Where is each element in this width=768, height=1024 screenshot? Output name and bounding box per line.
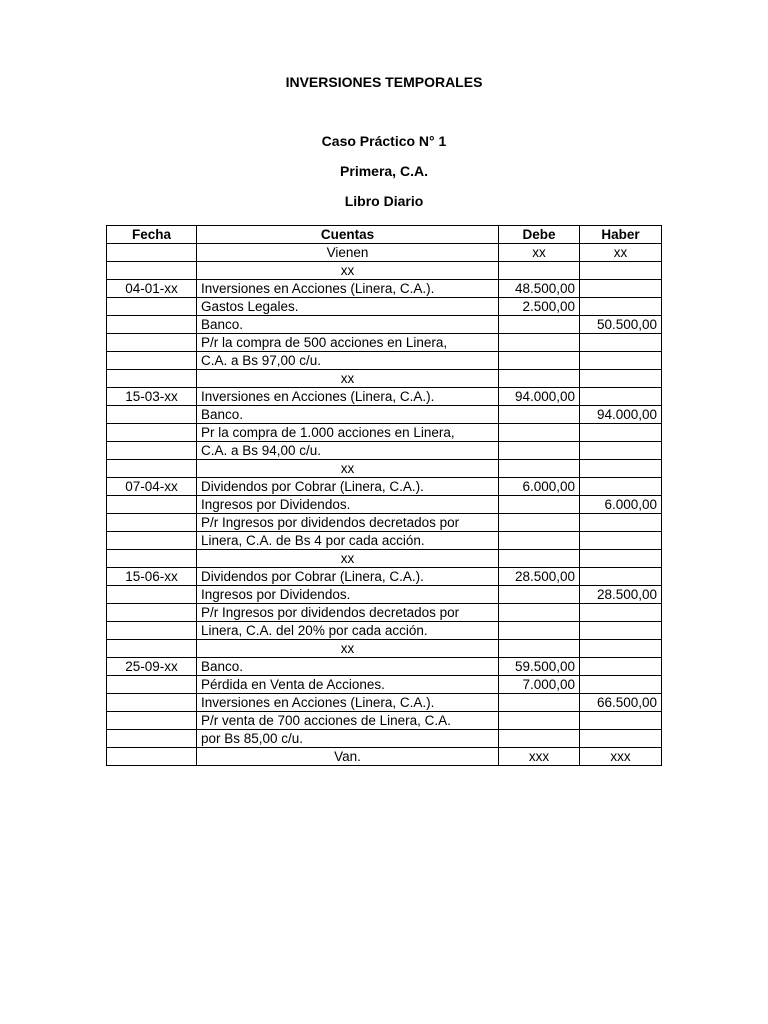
cell-fecha xyxy=(107,514,197,532)
journal-body xyxy=(107,244,662,766)
cell-debe xyxy=(499,496,580,514)
cell-haber xyxy=(580,388,662,406)
cell-haber xyxy=(580,730,662,748)
cell-cuenta: Banco. xyxy=(197,406,499,424)
cell-cuenta: Pr la compra de 1.000 acciones en Linera, xyxy=(197,424,499,442)
cell-cuenta: Linera, C.A. de Bs 4 por cada acción. xyxy=(197,532,499,550)
table-row xyxy=(107,424,662,442)
cell-cuenta: P/r Ingresos por dividendos decretados por xyxy=(197,514,499,532)
cell-fecha xyxy=(107,460,197,478)
cell-haber: 28.500,00 xyxy=(580,586,662,604)
table-row xyxy=(107,316,662,334)
table-row xyxy=(107,712,662,730)
cell-debe xyxy=(499,586,580,604)
cell-fecha xyxy=(107,262,197,280)
cell-haber: 94.000,00 xyxy=(580,406,662,424)
table-row xyxy=(107,640,662,658)
cell-debe xyxy=(499,406,580,424)
cell-haber: xx xyxy=(580,244,662,262)
table-row xyxy=(107,550,662,568)
cell-haber xyxy=(580,550,662,568)
cell-fecha xyxy=(107,676,197,694)
cell-haber xyxy=(580,442,662,460)
table-row xyxy=(107,514,662,532)
case-heading: Caso Práctico N° 1 xyxy=(321,133,447,149)
cell-haber xyxy=(580,514,662,532)
cell-debe xyxy=(499,694,580,712)
cell-debe: 6.000,00 xyxy=(499,478,580,496)
cell-debe xyxy=(499,532,580,550)
table-header-row xyxy=(107,226,662,244)
cell-fecha xyxy=(107,442,197,460)
cell-debe: xx xyxy=(499,244,580,262)
cell-debe: xxx xyxy=(499,748,580,766)
cell-cuenta: Pérdida en Venta de Acciones. xyxy=(197,676,499,694)
header-debe: Debe xyxy=(499,226,580,244)
cell-cuenta: C.A. a Bs 94,00 c/u. xyxy=(197,442,499,460)
cell-fecha xyxy=(107,712,197,730)
table-row xyxy=(107,334,662,352)
cell-cuenta: Linera, C.A. del 20% por cada acción. xyxy=(197,622,499,640)
cell-cuenta: Inversiones en Acciones (Linera, C.A.). xyxy=(197,280,499,298)
cell-haber xyxy=(580,262,662,280)
cell-fecha xyxy=(107,640,197,658)
cell-haber xyxy=(580,604,662,622)
cell-fecha xyxy=(107,586,197,604)
cell-cuenta: P/r Ingresos por dividendos decretados por xyxy=(197,604,499,622)
header-cuentas: Cuentas xyxy=(197,226,499,244)
cell-debe: 2.500,00 xyxy=(499,298,580,316)
cell-fecha: 15-03-xx xyxy=(107,388,197,406)
cell-debe: 7.000,00 xyxy=(499,676,580,694)
table-row xyxy=(107,604,662,622)
cell-debe xyxy=(499,262,580,280)
cell-haber: 50.500,00 xyxy=(580,316,662,334)
table-row xyxy=(107,622,662,640)
header-fecha: Fecha xyxy=(107,226,197,244)
cell-fecha xyxy=(107,244,197,262)
cell-debe: 59.500,00 xyxy=(499,658,580,676)
cell-fecha xyxy=(107,424,197,442)
journal-table xyxy=(106,225,662,766)
cell-haber xyxy=(580,370,662,388)
cell-fecha xyxy=(107,748,197,766)
table-row xyxy=(107,460,662,478)
cell-debe xyxy=(499,622,580,640)
cell-cuenta: Banco. xyxy=(197,658,499,676)
cell-fecha xyxy=(107,406,197,424)
table-row xyxy=(107,370,662,388)
cell-haber xyxy=(580,640,662,658)
cell-debe xyxy=(499,352,580,370)
cell-haber xyxy=(580,298,662,316)
cell-fecha xyxy=(107,694,197,712)
table-row xyxy=(107,532,662,550)
cell-haber xyxy=(580,568,662,586)
cell-cuenta: Banco. xyxy=(197,316,499,334)
cell-haber: 6.000,00 xyxy=(580,496,662,514)
cell-cuenta: Dividendos por Cobrar (Linera, C.A.). xyxy=(197,478,499,496)
cell-debe xyxy=(499,316,580,334)
cell-fecha xyxy=(107,352,197,370)
table-row xyxy=(107,388,662,406)
cell-cuenta: Vienen xyxy=(197,244,499,262)
cell-cuenta: xx xyxy=(197,640,499,658)
document-title: INVERSIONES TEMPORALES xyxy=(285,74,483,90)
cell-fecha xyxy=(107,622,197,640)
header-haber: Haber xyxy=(580,226,662,244)
table-row xyxy=(107,442,662,460)
table-row xyxy=(107,694,662,712)
cell-cuenta: P/r la compra de 500 acciones en Linera, xyxy=(197,334,499,352)
table-row xyxy=(107,586,662,604)
cell-cuenta: por Bs 85,00 c/u. xyxy=(197,730,499,748)
cell-cuenta: xx xyxy=(197,370,499,388)
cell-fecha: 04-01-xx xyxy=(107,280,197,298)
cell-cuenta: xx xyxy=(197,550,499,568)
cell-fecha xyxy=(107,730,197,748)
cell-haber xyxy=(580,622,662,640)
cell-fecha xyxy=(107,370,197,388)
journal-heading: Libro Diario xyxy=(344,193,424,209)
cell-debe xyxy=(499,550,580,568)
company-heading: Primera, C.A. xyxy=(340,163,428,179)
cell-cuenta: Gastos Legales. xyxy=(197,298,499,316)
cell-haber xyxy=(580,460,662,478)
cell-haber: xxx xyxy=(580,748,662,766)
cell-haber xyxy=(580,280,662,298)
cell-fecha xyxy=(107,334,197,352)
table-row xyxy=(107,352,662,370)
table-row xyxy=(107,748,662,766)
cell-cuenta: Inversiones en Acciones (Linera, C.A.). xyxy=(197,694,499,712)
table-row xyxy=(107,280,662,298)
cell-haber xyxy=(580,334,662,352)
cell-haber xyxy=(580,424,662,442)
cell-cuenta: P/r venta de 700 acciones de Linera, C.A. xyxy=(197,712,499,730)
cell-cuenta: Ingresos por Dividendos. xyxy=(197,586,499,604)
table-row xyxy=(107,676,662,694)
cell-debe: 28.500,00 xyxy=(499,568,580,586)
cell-fecha xyxy=(107,496,197,514)
cell-haber xyxy=(580,658,662,676)
cell-cuenta: Ingresos por Dividendos. xyxy=(197,496,499,514)
cell-debe xyxy=(499,460,580,478)
cell-debe xyxy=(499,640,580,658)
cell-fecha xyxy=(107,298,197,316)
cell-fecha: 07-04-xx xyxy=(107,478,197,496)
cell-haber xyxy=(580,712,662,730)
cell-fecha xyxy=(107,532,197,550)
cell-cuenta: Van. xyxy=(197,748,499,766)
cell-debe: 48.500,00 xyxy=(499,280,580,298)
table-row xyxy=(107,496,662,514)
table-row xyxy=(107,568,662,586)
cell-haber: 66.500,00 xyxy=(580,694,662,712)
table-row xyxy=(107,262,662,280)
cell-haber xyxy=(580,676,662,694)
cell-debe xyxy=(499,730,580,748)
table-row xyxy=(107,244,662,262)
cell-cuenta: Inversiones en Acciones (Linera, C.A.). xyxy=(197,388,499,406)
cell-fecha: 15-06-xx xyxy=(107,568,197,586)
cell-debe xyxy=(499,604,580,622)
cell-cuenta: Dividendos por Cobrar (Linera, C.A.). xyxy=(197,568,499,586)
cell-debe xyxy=(499,370,580,388)
cell-fecha: 25-09-xx xyxy=(107,658,197,676)
cell-debe xyxy=(499,334,580,352)
cell-debe: 94.000,00 xyxy=(499,388,580,406)
cell-debe xyxy=(499,712,580,730)
table-row xyxy=(107,478,662,496)
table-row xyxy=(107,730,662,748)
table-row xyxy=(107,298,662,316)
cell-haber xyxy=(580,352,662,370)
cell-cuenta: C.A. a Bs 97,00 c/u. xyxy=(197,352,499,370)
table-row xyxy=(107,658,662,676)
cell-cuenta: xx xyxy=(197,460,499,478)
table-row xyxy=(107,406,662,424)
cell-haber xyxy=(580,532,662,550)
cell-fecha xyxy=(107,604,197,622)
cell-haber xyxy=(580,478,662,496)
cell-fecha xyxy=(107,550,197,568)
cell-fecha xyxy=(107,316,197,334)
cell-debe xyxy=(499,442,580,460)
cell-debe xyxy=(499,424,580,442)
cell-cuenta: xx xyxy=(197,262,499,280)
cell-debe xyxy=(499,514,580,532)
